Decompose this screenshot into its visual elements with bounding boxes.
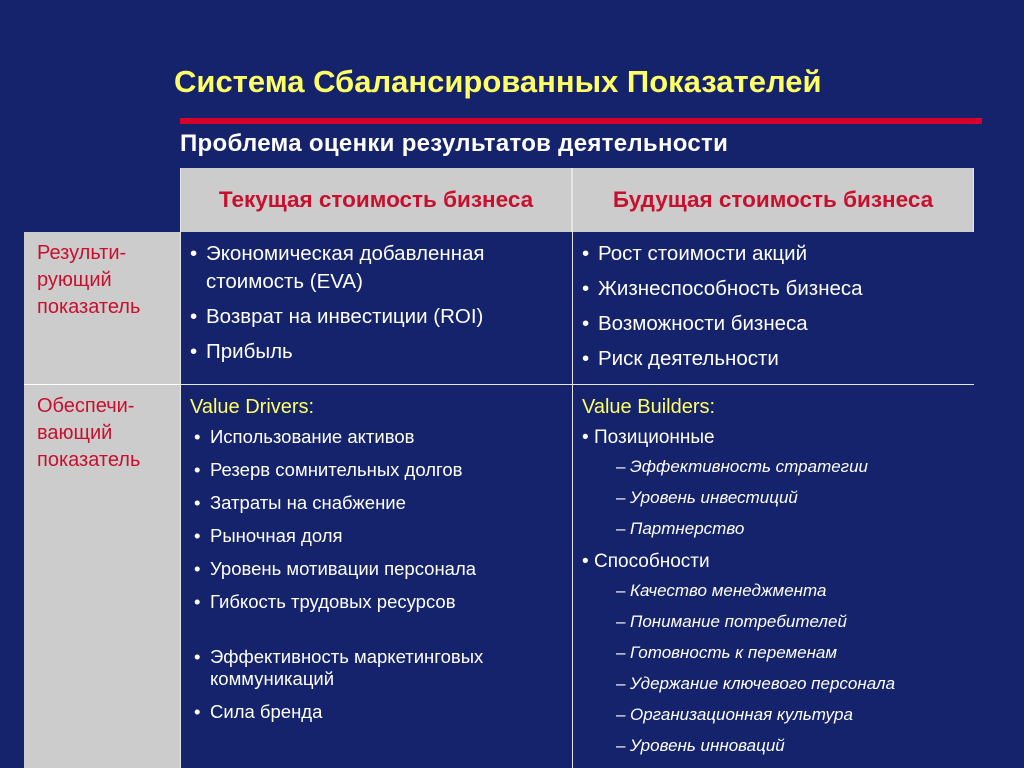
list-item: • Экономическая добавленная стоимость (EVA) (186, 240, 566, 296)
group-label: • Позиционные (582, 426, 972, 450)
cell-resulting-future (578, 240, 968, 380)
list-item: • Использование активов (190, 426, 566, 448)
list-item: • Эффективность маркетинговых коммуникаций (190, 646, 566, 690)
cell-enabling-future (582, 394, 972, 767)
list-item: • Риск деятельности (578, 345, 968, 373)
list-item: – Готовность к переменам (582, 643, 972, 663)
list-item: • Рыночная доля (190, 525, 566, 547)
list-item: • Прибыль (186, 338, 566, 366)
list-item: – Качество менеджмента (582, 581, 972, 601)
value-drivers-heading: Value Drivers: (190, 396, 315, 418)
header-current-value-text: Текущая стоимость бизнеса (218, 187, 534, 212)
group-label: • Способности (582, 550, 972, 574)
list-item: • Сила бренда (190, 701, 566, 723)
cell-enabling-current (190, 394, 566, 734)
header-future-value (572, 168, 974, 232)
list-item: – Уровень инноваций (582, 736, 972, 756)
column-divider (180, 232, 181, 768)
list-item: • Затраты на снабжение (190, 492, 566, 514)
row-divider (180, 384, 974, 385)
list-item: • Гибкость трудовых ресурсов (190, 591, 566, 613)
column-divider (572, 232, 573, 768)
slide-subtitle: Проблема оценки результатов деятельности (180, 130, 729, 157)
slide-title: Система Сбалансированных Показателей (174, 64, 822, 99)
list-item: • Резерв сомнительных долгов (190, 459, 566, 481)
row-label-resulting: Результи-рующий показатель (24, 232, 180, 384)
cell-resulting-current (186, 240, 566, 373)
list-item: – Удержание ключевого персонала (582, 674, 972, 694)
list-item: • Уровень мотивации персонала (190, 558, 566, 580)
list-item: • Жизнеспособность бизнеса (578, 275, 968, 303)
header-current-value (180, 168, 572, 232)
value-builders-heading: Value Builders: (582, 396, 716, 418)
list-item: – Эффективность стратегии (582, 457, 972, 477)
title-divider (180, 118, 982, 124)
list-item: – Партнерство (582, 519, 972, 539)
list-item: • Возможности бизнеса (578, 310, 968, 338)
header-future-value-text: Будущая стоимость бизнеса (612, 187, 934, 212)
list-item: • Рост стоимости акций (578, 240, 968, 268)
row-label-enabling: Обеспечи-вающий показатель (24, 384, 180, 768)
list-item: – Организационная культура (582, 705, 972, 725)
list-item: – Понимание потребителей (582, 612, 972, 632)
list-item: – Уровень инвестиций (582, 488, 972, 508)
list-item: • Возврат на инвестиции (ROI) (186, 303, 566, 331)
